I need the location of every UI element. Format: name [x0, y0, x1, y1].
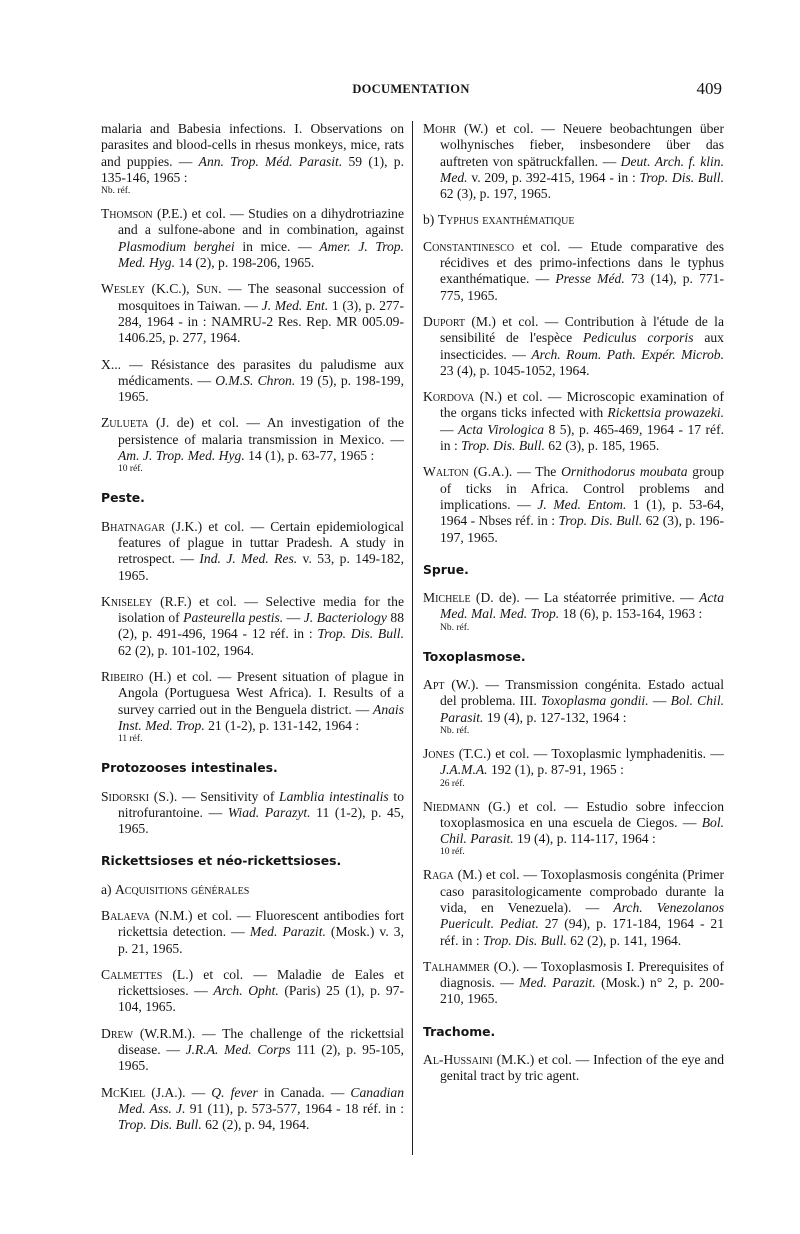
entry-author: Jones [423, 745, 455, 761]
entry-italic: Arch. Venezolanos Puericult. Pediat. [440, 899, 724, 932]
bibliography-entry [423, 590, 724, 633]
entry-text: (J.A.). — [145, 1084, 212, 1100]
bibliography-entry [101, 908, 404, 957]
entry-text: 62 (2), p. 101-102, 1964. [118, 642, 254, 658]
entry-italic: Ann. Trop. Méd. Parasit. [198, 153, 343, 169]
section-heading: Protozooses intestinales. [101, 760, 278, 776]
reference-count: Nb. réf. [101, 186, 131, 197]
section-heading: Sprue. [423, 561, 469, 577]
entry-text: (Mosk.) v. 3, p. 21, 1965. [118, 924, 404, 956]
entry-text: v. 209, p. 392-415, 1964 - in : [467, 169, 640, 185]
entry-italic: Presse Méd. [555, 271, 625, 287]
entry-text: (N.M.) et col. — Fluorescent antibodies fort rickettsia detection. — [118, 907, 404, 940]
entry-italic: Bol. Chil. Parasit. [440, 814, 724, 847]
entry-author: Duport [423, 313, 465, 329]
subsection-title: Typhus exanthématique [437, 212, 575, 228]
entry-text: X... — Résistance des parasites du paludisme aux médicaments. — [101, 356, 404, 388]
entry-text: in Canada. — [257, 1084, 351, 1100]
entry-italic: J. Med. Entom. [537, 496, 627, 512]
entry-italic: Med. Parazit. [249, 924, 326, 940]
bibliography-entry [423, 389, 724, 454]
reference-count: Nb. réf. [440, 622, 470, 633]
entry-text: 111 (2), p. 95-105, 1965. [118, 1042, 404, 1074]
bibliography-entry [101, 415, 404, 474]
entry-author: Zulueta [101, 415, 149, 431]
entry-author: Thomson [101, 206, 153, 222]
entry-author: Apt [423, 677, 445, 693]
entry-author: Talhammer [423, 958, 490, 974]
entry-text: 62 (3), p. 185, 1965. [544, 438, 660, 454]
subsection-prefix: a) [101, 881, 115, 897]
entry-italic: Lamblia intestinalis [279, 788, 389, 804]
entry-text: (T.C.) et col. — Toxoplasmic lymphadenitis. — [454, 745, 724, 761]
entry-text: (M.K.) et col. — Infection of the eye and genital tract by tric agent. [440, 1052, 724, 1084]
entry-italic: Ornithodorus moubata [561, 464, 688, 480]
subsection-title: Acquisitions générales [114, 881, 250, 897]
entry-text: 19 (4), p. 114-117, 1964 : [513, 831, 656, 847]
entry-text: (L.) et col. — Maladie de Eales et rickettsioses. — [118, 966, 404, 999]
entry-italic: Trop. Dis. Bull. [558, 513, 643, 529]
entry-text: (W.R.M.). — The challenge of the rickettsial disease. — [118, 1025, 404, 1058]
reference-count: 10 réf. [118, 464, 143, 475]
entry-text: (W.) et col. — Neuere beobachtungen über wolhynisches fieber, insbesondere über das auftreten von spätruckfallen. — [440, 121, 724, 169]
entry-text: — [283, 610, 304, 626]
entry-text: (H.) et col. — Present situation of plague in Angola (Portuguesa West Africa). I. Results of a survey carried out in the Benguela district. — [118, 669, 404, 717]
entry-author: Balaeva [101, 907, 150, 923]
subsection-heading [101, 882, 404, 898]
entry-italic: Rickettsia prowazeki. [607, 405, 724, 421]
bibliography-entry [423, 677, 724, 736]
bibliography-entry [423, 464, 724, 545]
bibliography-entry [423, 1052, 724, 1085]
entry-text: 18 (6), p. 153-164, 1963 : [559, 606, 703, 622]
column-divider [412, 121, 413, 1155]
entry-text: aux insecticides. — [440, 330, 724, 362]
entry-text: 91 (11), p. 573-577, 1964 - 18 réf. in : [185, 1100, 404, 1116]
entry-italic: J.R.A. Med. Corps [185, 1042, 291, 1058]
entry-text: v. 53, p. 149-182, 1965. [118, 551, 404, 583]
entry-italic: Arch. Opht. [213, 983, 279, 999]
entry-text: 73 (14), p. 771-775, 1965. [440, 271, 724, 303]
entry-author: Wesley [101, 281, 145, 297]
entry-author: Drew [101, 1025, 134, 1041]
entry-text: (R.F.) et col. — Selective media for the isolation of [118, 593, 404, 626]
entry-author: Kordova [423, 389, 475, 405]
entry-italic: Plasmodium berghei [118, 238, 235, 254]
entry-text: 1 (3), p. 277-284, 1964 - in : NAMRU-2 Res. Rep. MR 005.09-1406.25, p. 277, 1964. [118, 297, 404, 346]
bibliography-entry [101, 789, 404, 838]
entry-text: malaria and Babesia infections. I. Observations on parasites and blood-cells in rhesus monkeys, mice, rats and puppies. — [101, 121, 404, 169]
entry-text: 62 (2), p. 141, 1964. [566, 932, 682, 948]
entry-text: 62 (3), p. 197, 1965. [440, 186, 552, 202]
entry-text: 19 (4), p. 127-132, 1964 : [483, 709, 627, 725]
entry-text: group of ticks in Africa. Control problems and implications. — [440, 464, 724, 512]
bibliography-entry [101, 357, 404, 406]
entry-italic: Q. fever [211, 1084, 258, 1100]
entry-text: (M.) et col. — Contribution à l'étude de la sensibilité de l'espèce [440, 313, 724, 346]
entry-text: (K.C.), [144, 281, 197, 297]
entry-italic: Acta Med. Mal. Med. Trop. [440, 590, 724, 622]
entry-italic: Pediculus corporis [582, 330, 694, 346]
entry-text: (J.K.) et col. — Certain epidemiological features of plague in tuttar Pradesh. A study in retrospect. — [118, 518, 404, 567]
entry-text: (Paris) 25 (1), p. 97-104, 1965. [118, 983, 404, 1015]
entry-text: 62 (2), p. 94, 1964. [201, 1117, 310, 1133]
entry-text: (O.). — Toxoplasmosis I. Prerequisites of diagnosis. — [440, 958, 724, 991]
bibliography-entry [101, 1026, 404, 1075]
entry-text: . — The seasonal succession of mosquitoes in Taiwan. — [118, 281, 404, 313]
section-heading: Peste. [101, 490, 145, 506]
bibliography-entry [101, 669, 404, 744]
reference-count: 26 réf. [440, 778, 465, 789]
entry-text: (J. de) et col. — An investigation of the persistence of malaria transmission in Mexico. — [118, 415, 404, 447]
entry-text: (Mosk.) n° 2, p. 200-210, 1965. [440, 975, 724, 1007]
entry-italic: Trop. Dis. Bull. [317, 626, 404, 642]
entry-italic: Deut. Arch. f. klin. Med. [440, 153, 724, 185]
section-heading: Rickettsioses et néo-rickettsioses. [101, 853, 342, 869]
entry-italic: J. Bacteriology [303, 610, 387, 626]
entry-italic: Anais Inst. Med. Trop. [118, 701, 404, 733]
bibliography-entry [101, 967, 404, 1016]
entry-author: McKiel [101, 1084, 146, 1100]
running-head: DOCUMENTATION [352, 82, 470, 96]
entry-italic: Bol. Chil. Parasit. [440, 693, 724, 725]
reference-count: Nb. réf. [440, 725, 470, 736]
bibliography-entry [423, 239, 724, 304]
entry-text: to nitrofurantoine. — [118, 788, 404, 820]
entry-text: (S.). — Sensitivity of [149, 788, 280, 804]
section-heading: Trachome. [423, 1023, 496, 1039]
entry-italic: Pasteurella pestis. [183, 610, 284, 626]
entry-text: — [648, 693, 671, 709]
subsection-prefix: b) [423, 212, 438, 228]
entry-italic: Ind. J. Med. Res. [199, 551, 298, 567]
entry-text: (G.A.). — The [468, 464, 562, 480]
entry-italic: Wiad. Parazyt. [227, 804, 311, 820]
entry-italic: Trop. Dis. Bull. [461, 438, 545, 454]
entry-author: Sun [196, 281, 219, 297]
bibliography-entry [101, 206, 404, 271]
entry-text: (P.E.) et col. — Studies on a dihydrotriazine and a sulfone-abone and in combination, against [118, 206, 404, 238]
entry-text: 14 (2), p. 198-206, 1965. [175, 255, 315, 271]
entry-italic: Amer. J. Trop. Med. Hyg. [118, 238, 404, 271]
entry-text: (W.). — Transmission congénita. Estado actual del problema. III. [440, 677, 724, 709]
entry-author: Kniseley [101, 593, 153, 609]
entry-italic: Am. J. Trop. Med. Hyg. [118, 448, 245, 464]
entry-text: 62 (3), p. 196-197, 1965. [440, 513, 724, 545]
bibliography-entry [423, 746, 724, 789]
entry-text: (G.) et col. — Estudio sobre infeccion toxoplasmosica en una escuela de Ciegos. — [440, 798, 724, 830]
bibliography-entry [423, 314, 724, 379]
page-number: 409 [696, 79, 722, 98]
bibliography-entry [101, 281, 404, 346]
entry-text: 192 (1), p. 87-91, 1965 : [487, 762, 624, 778]
entry-text: in mice. — [234, 238, 320, 254]
entry-author: Calmettes [101, 966, 163, 982]
bibliography-entry [101, 519, 404, 584]
entry-italic: J. Med. Ent. [261, 297, 329, 313]
page-header [100, 79, 722, 102]
entry-italic: Trop. Dis. Bull. [118, 1117, 202, 1133]
entry-text: (N.) et col. — Microscopic examination of the organs ticks infected with [440, 389, 724, 421]
entry-author: Al-Hussaini [423, 1052, 493, 1068]
entry-text: — [440, 421, 459, 437]
entry-text: 1 (1), p. 53-64, 1964 - Nbses réf. in : [440, 496, 724, 529]
entry-text: (M.) et col. — Toxoplasmosis congénita (Primer caso parasitologicamente comprobado durante la vida, en Venezuela). — [440, 867, 724, 915]
entry-italic: Trop. Dis. Bull. [483, 932, 567, 948]
entry-text: 23 (4), p. 1045-1052, 1964. [440, 362, 590, 378]
entry-author: Raga [423, 867, 454, 883]
entry-text: et col. — Etude comparative des récidives et des primo-infections dans le typhus exanthématique. — [440, 238, 724, 287]
entry-text: 88 (2), p. 491-496, 1964 - 12 réf. in : [118, 610, 404, 642]
reference-count: 10 réf. [440, 847, 465, 858]
entry-italic: Toxoplasma gondii. [541, 693, 649, 709]
entry-author: Constantinesco [423, 238, 515, 254]
entry-text: 11 (1-2), p. 45, 1965. [118, 804, 404, 837]
bibliography-entry [423, 121, 724, 202]
entry-author: Michele [423, 590, 471, 606]
entry-italic: Acta Virologica [458, 421, 545, 437]
right-column [423, 121, 724, 1095]
bibliography-entry [423, 867, 724, 948]
section-heading: Toxoplasmose. [423, 648, 526, 664]
entry-text: 27 (94), p. 171-184, 1964 - 21 réf. in : [440, 916, 725, 948]
entry-text: 8 5), p. 465-469, 1964 - 17 réf. in : [440, 421, 724, 454]
entry-text: 14 (1), p. 63-77, 1965 : [244, 448, 375, 464]
entry-italic: J.A.M.A. [440, 762, 488, 778]
bibliography-entry [101, 121, 404, 196]
entry-author: Bhatnagar [101, 518, 166, 534]
entry-text: (D. de). — La stéatorrée primitive. — [470, 590, 700, 606]
entry-author: Ribeiro [101, 669, 144, 685]
bibliography-entry [423, 799, 724, 858]
entry-italic: Canadian Med. Ass. J. [118, 1084, 404, 1116]
entry-author: Sidorski [101, 788, 150, 804]
entry-text: 19 (5), p. 198-199, 1965. [118, 372, 404, 405]
bibliography-entry [101, 1085, 404, 1134]
entry-author: Mohr [423, 121, 457, 136]
reference-count: 11 réf. [118, 734, 143, 745]
entry-text: 59 (1), p. 135-146, 1965 : [101, 153, 404, 185]
entry-author: Walton [423, 464, 469, 480]
entry-italic: Arch. Roum. Path. Expér. Microb. [531, 346, 724, 362]
subsection-heading [423, 212, 724, 228]
bibliography-entry [423, 959, 724, 1008]
entry-author: Niedmann [423, 798, 481, 814]
entry-italic: O.M.S. Chron. [215, 372, 296, 388]
entry-italic: Trop. Dis. Bull. [639, 169, 724, 185]
entry-italic: Med. Parazit. [519, 975, 596, 991]
entry-text: 21 (1-2), p. 131-142, 1964 : [204, 717, 360, 733]
left-column [101, 121, 404, 1144]
bibliography-entry [101, 594, 404, 659]
